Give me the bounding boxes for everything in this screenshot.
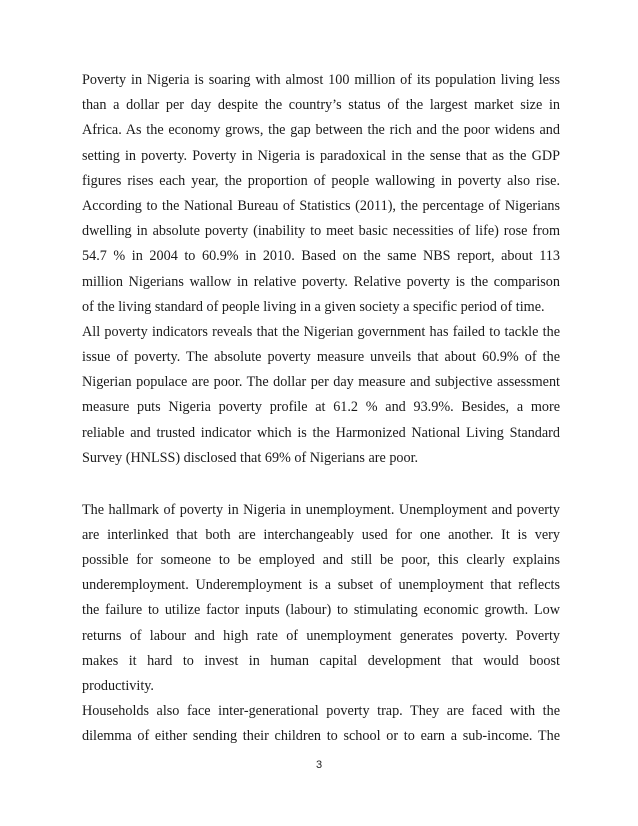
paragraph-gap <box>82 471 560 498</box>
text-line: issue of poverty. The absolute poverty measure unveils that about 60.9% of the <box>82 349 560 366</box>
text-line: million Nigerians wallow in relative poverty. Relative poverty is the comparison <box>82 273 560 290</box>
text-line: Poverty in Nigeria is soaring with almost 100 million of its population living less <box>82 72 560 88</box>
text-line: 54.7 % in 2004 to 60.9% in 2010. Based on the same NBS report, about 113 <box>82 248 560 265</box>
text-line: According to the National Bureau of Statistics (2011), the percentage of Nigerians <box>82 197 560 214</box>
text-line: Africa. As the economy grows, the gap between the rich and the poor widens and <box>82 122 560 139</box>
text-line: possible for someone to be employed and still be poor, this clearly explains <box>82 551 560 568</box>
text-line: Nigerian populace are poor. The dollar per day measure and subjective assessment <box>82 374 560 391</box>
text-line: All poverty indicators reveals that the Nigerian government has failed to tackle the <box>82 323 560 340</box>
text-line: makes it hard to invest in human capital development that would boost <box>82 652 560 669</box>
text-line: than a dollar per day despite the country’s status of the largest market size in <box>82 97 560 114</box>
text-line: measure puts Nigeria poverty profile at 61.2 % and 93.9%. Besides, a more <box>82 399 560 416</box>
paragraph <box>82 699 560 749</box>
text-line: returns of labour and high rate of unemployment generates poverty. Poverty <box>82 627 560 644</box>
text-line: the failure to utilize factor inputs (labour) to stimulating economic growth. Low <box>82 602 560 619</box>
page-number: 3 <box>315 759 323 771</box>
paragraph <box>82 320 560 471</box>
text-line: figures rises each year, the proportion of people wallowing in poverty also rise. <box>82 172 560 189</box>
text-line: productivity. <box>82 677 154 694</box>
text-line: dilemma of either sending their children to school or to earn a sub-income. The <box>82 728 560 745</box>
text-line: are interlinked that both are interchangeably used for one another. It is very <box>82 526 560 543</box>
text-line: underemployment. Underemployment is a subset of unemployment that reflects <box>82 577 560 594</box>
document-body <box>82 68 560 749</box>
text-line: The hallmark of poverty in Nigeria in unemployment. Unemployment and poverty <box>82 501 560 518</box>
text-line: dwelling in absolute poverty (inability to meet basic necessities of life) rose from <box>82 223 560 240</box>
text-line: Households also face inter-generational poverty trap. They are faced with the <box>82 703 560 720</box>
text-line: reliable and trusted indicator which is the Harmonized National Living Standard <box>82 424 560 441</box>
paragraph <box>82 68 560 320</box>
text-line: setting in poverty. Poverty in Nigeria is paradoxical in the sense that as the GDP <box>82 147 560 164</box>
text-line: of the living standard of people living in a given society a specific period of time. <box>82 298 545 315</box>
text-line: Survey (HNLSS) disclosed that 69% of Nigerians are poor. <box>82 449 419 466</box>
paragraph <box>82 498 560 700</box>
